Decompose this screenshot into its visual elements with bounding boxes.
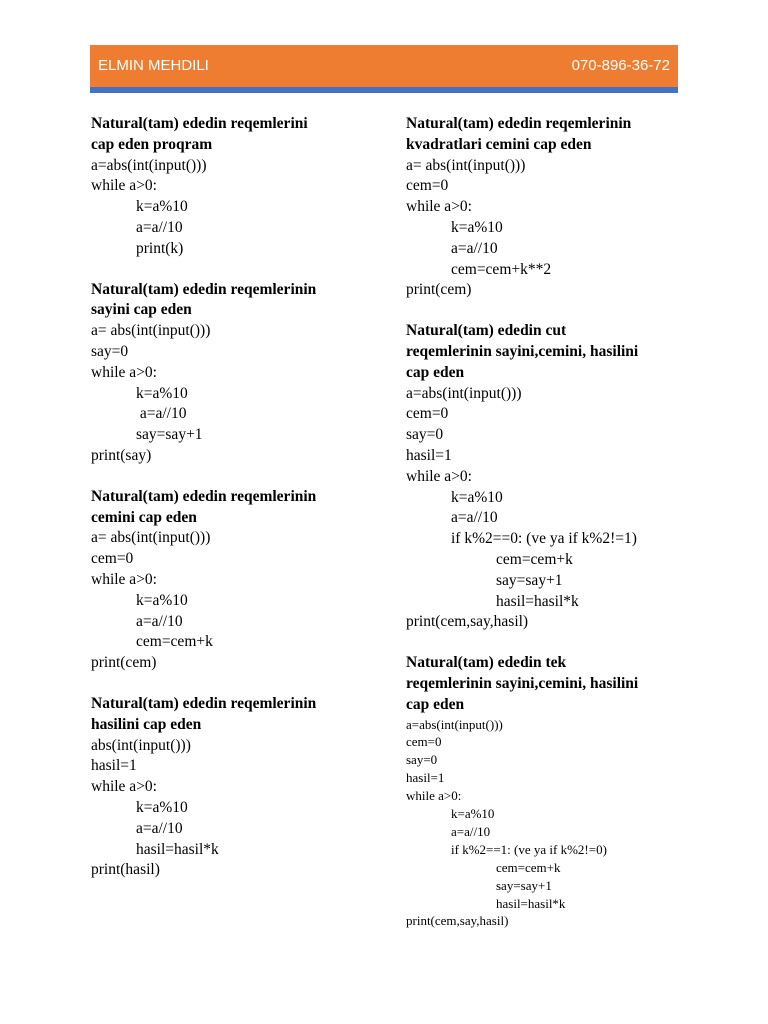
code-line: hasil=hasil*k bbox=[136, 840, 219, 858]
code-snippet-block bbox=[91, 114, 366, 260]
code-line: if k%2==1: (ve ya if k%2!=0) bbox=[451, 841, 607, 857]
snippet-title-line: cemini cap eden bbox=[91, 508, 197, 526]
code-line: a= abs(int(input())) bbox=[91, 529, 211, 547]
code-line: a= abs(int(input())) bbox=[91, 322, 211, 340]
code-line: cem=cem+k bbox=[496, 859, 561, 875]
code-line: print(cem) bbox=[406, 281, 472, 299]
snippet-title-line: reqemlerinin sayini,cemini, hasilini bbox=[406, 674, 639, 692]
code-line: say=say+1 bbox=[496, 571, 563, 589]
code-line: say=0 bbox=[91, 342, 129, 360]
right-column bbox=[406, 114, 681, 950]
code-line: a=a//10 bbox=[451, 239, 498, 257]
code-line: cem=0 bbox=[406, 405, 449, 423]
snippet-title-line: Natural(tam) ededin reqemlerinin bbox=[406, 115, 632, 132]
code-snippet-block bbox=[406, 114, 681, 301]
code-line: a=a//10 bbox=[451, 509, 498, 527]
code-snippet-block bbox=[406, 653, 681, 930]
snippet-title-line: Natural(tam) ededin cut bbox=[406, 322, 567, 340]
code-line: print(cem,say,hasil) bbox=[406, 913, 509, 929]
snippet-title-line: reqemlerinin sayini,cemini, hasilini bbox=[406, 342, 639, 360]
code-snippet-block bbox=[91, 694, 366, 881]
code-line: k=a%10 bbox=[136, 384, 188, 402]
code-line: print(say) bbox=[91, 446, 152, 464]
code-line: abs(int(input())) bbox=[91, 736, 191, 754]
code-snippet-block bbox=[91, 280, 366, 467]
code-line: cem=cem+k bbox=[136, 633, 213, 651]
code-line: hasil=hasil*k bbox=[496, 895, 566, 911]
header-bar bbox=[90, 45, 678, 87]
code-line: hasil=hasil*k bbox=[496, 592, 579, 610]
code-line: while a>0: bbox=[406, 467, 472, 485]
snippet-title-line: hasilini cap eden bbox=[91, 715, 202, 733]
code-line: hasil=1 bbox=[406, 446, 452, 464]
code-line: k=a%10 bbox=[451, 218, 503, 236]
code-line: say=0 bbox=[406, 426, 444, 444]
code-line: k=a%10 bbox=[451, 806, 495, 822]
code-line: print(cem) bbox=[91, 654, 157, 672]
snippet-title-line: cap eden bbox=[406, 363, 465, 381]
code-line: a=a//10 bbox=[136, 612, 183, 630]
code-line: say=say+1 bbox=[136, 426, 203, 444]
left-column bbox=[91, 114, 366, 901]
code-line: say=0 bbox=[406, 752, 438, 768]
code-line: k=a%10 bbox=[136, 798, 188, 816]
code-line: cem=0 bbox=[406, 734, 442, 750]
code-line: cem=0 bbox=[406, 177, 449, 195]
code-line: k=a%10 bbox=[451, 488, 503, 506]
snippet-title-line: sayini cap eden bbox=[91, 301, 192, 319]
code-line: cem=cem+k bbox=[496, 550, 573, 568]
code-line: a=a//10 bbox=[136, 218, 183, 236]
phone-number: 070-896-36-72 bbox=[571, 57, 670, 74]
snippet-title-line: Natural(tam) ededin reqemlerinin bbox=[91, 280, 317, 298]
code-line: while a>0: bbox=[91, 570, 157, 588]
snippet-title-line: Natural(tam) ededin reqemlerini bbox=[91, 115, 308, 132]
code-line: k=a%10 bbox=[136, 591, 188, 609]
snippet-title-line: Natural(tam) ededin reqemlerinin bbox=[91, 487, 317, 505]
code-line: print(hasil) bbox=[91, 861, 160, 879]
code-snippet-block bbox=[406, 321, 681, 633]
code-line: hasil=1 bbox=[91, 757, 137, 775]
snippet-title-line: Natural(tam) ededin tek bbox=[406, 654, 567, 672]
code-line: a=a//10 bbox=[136, 405, 187, 423]
code-line: while a>0: bbox=[406, 788, 462, 804]
code-line: cem=cem+k**2 bbox=[451, 260, 552, 278]
code-line: a=a//10 bbox=[451, 823, 491, 839]
code-line: hasil=1 bbox=[406, 770, 445, 786]
code-line: if k%2==0: (ve ya if k%2!=1) bbox=[451, 530, 637, 548]
code-line: while a>0: bbox=[406, 198, 472, 216]
snippet-title-line: cap eden proqram bbox=[91, 135, 213, 153]
code-line: a=abs(int(input())) bbox=[406, 716, 503, 732]
header-underline bbox=[90, 87, 678, 93]
code-line: a=abs(int(input())) bbox=[91, 156, 207, 174]
code-line: while a>0: bbox=[91, 177, 157, 195]
code-snippet-block bbox=[91, 487, 366, 674]
snippet-title-line: cap eden bbox=[406, 695, 465, 713]
code-line: while a>0: bbox=[91, 778, 157, 796]
snippet-title-line: Natural(tam) ededin reqemlerinin bbox=[91, 694, 317, 712]
code-line: while a>0: bbox=[91, 363, 157, 381]
code-line: k=a%10 bbox=[136, 198, 188, 216]
snippet-title-line: kvadratlari cemini cap eden bbox=[406, 135, 592, 153]
code-line: print(cem,say,hasil) bbox=[406, 613, 529, 631]
author-name: ELMIN MEHDILI bbox=[98, 57, 209, 74]
code-line: cem=0 bbox=[91, 550, 134, 568]
code-line: a= abs(int(input())) bbox=[406, 156, 526, 174]
code-line: a=a//10 bbox=[136, 819, 183, 837]
code-line: print(k) bbox=[136, 239, 184, 257]
code-line: a=abs(int(input())) bbox=[406, 384, 522, 402]
code-line: say=say+1 bbox=[496, 877, 552, 893]
